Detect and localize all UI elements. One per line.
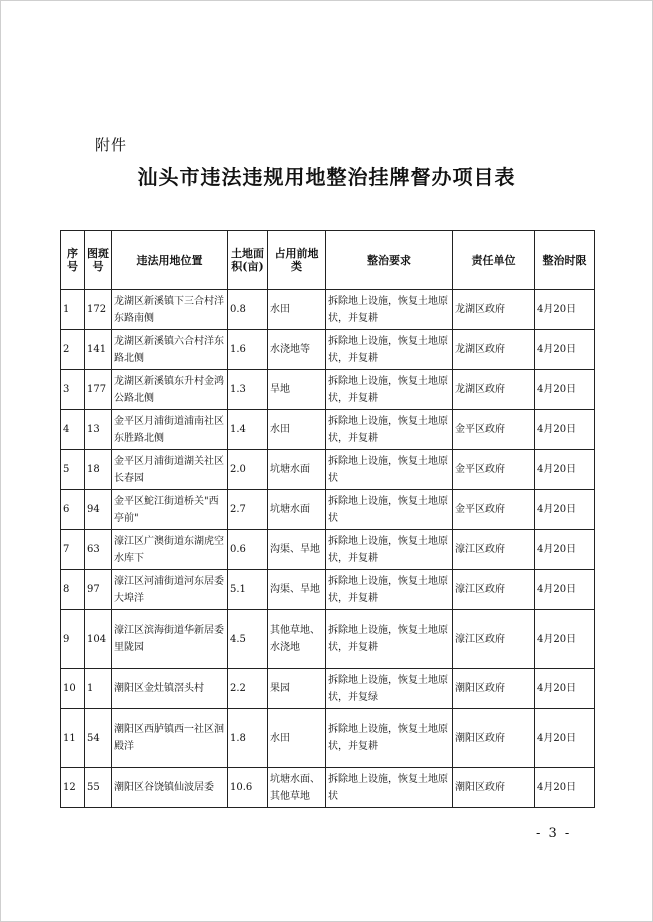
serial-number: 11	[61, 709, 85, 768]
requirement: 拆除地上设施，恢复土地原状	[326, 450, 453, 490]
deadline: 4月20日	[535, 410, 595, 450]
patch-number: 54	[85, 709, 112, 768]
location: 濠江区河浦街道河东居委大埠洋	[112, 570, 228, 610]
header-serial-number: 序号	[61, 231, 85, 290]
patch-number: 63	[85, 530, 112, 570]
land-type: 沟渠、旱地	[268, 570, 326, 610]
patch-number: 13	[85, 410, 112, 450]
land-type: 水田	[268, 410, 326, 450]
responsible-unit: 潮阳区政府	[453, 768, 535, 808]
land-area: 10.6	[228, 768, 268, 808]
patch-number: 18	[85, 450, 112, 490]
patch-number: 141	[85, 330, 112, 370]
serial-number: 12	[61, 768, 85, 808]
land-type: 坑塘水面	[268, 450, 326, 490]
serial-number: 10	[61, 669, 85, 709]
table-row	[61, 709, 595, 768]
table-row	[61, 450, 595, 490]
deadline: 4月20日	[535, 709, 595, 768]
header-responsible-unit: 责任单位	[453, 231, 535, 290]
header-location: 违法用地位置	[112, 231, 228, 290]
table-row	[61, 410, 595, 450]
land-area: 4.5	[228, 610, 268, 669]
serial-number: 5	[61, 450, 85, 490]
land-area: 0.8	[228, 290, 268, 330]
table-row	[61, 610, 595, 669]
land-area: 5.1	[228, 570, 268, 610]
responsible-unit: 潮阳区政府	[453, 669, 535, 709]
attachment-label: 附件	[95, 136, 128, 154]
location: 金平区月浦街道浦南社区东胜路北侧	[112, 410, 228, 450]
serial-number: 3	[61, 370, 85, 410]
requirement: 拆除地上设施，恢复土地原状，并复耕	[326, 610, 453, 669]
land-area: 1.8	[228, 709, 268, 768]
deadline: 4月20日	[535, 530, 595, 570]
land-area: 1.4	[228, 410, 268, 450]
serial-number: 1	[61, 290, 85, 330]
patch-number: 97	[85, 570, 112, 610]
deadline: 4月20日	[535, 669, 595, 709]
deadline: 4月20日	[535, 450, 595, 490]
header-patch-number: 图斑号	[85, 231, 112, 290]
responsible-unit: 龙湖区政府	[453, 370, 535, 410]
deadline: 4月20日	[535, 370, 595, 410]
serial-number: 4	[61, 410, 85, 450]
document-title: 汕头市违法违规用地整治挂牌督办项目表	[137, 165, 516, 189]
deadline: 4月20日	[535, 330, 595, 370]
land-type: 水田	[268, 709, 326, 768]
land-area: 2.2	[228, 669, 268, 709]
serial-number: 8	[61, 570, 85, 610]
table-row	[61, 530, 595, 570]
responsible-unit: 濠江区政府	[453, 610, 535, 669]
location: 潮阳区西胪镇西一社区洄殿洋	[112, 709, 228, 768]
requirement: 拆除地上设施，恢复土地原状，并复耕	[326, 370, 453, 410]
land-type: 果园	[268, 669, 326, 709]
page-number: - 3 -	[536, 826, 572, 841]
requirement: 拆除地上设施，恢复土地原状，并复耕	[326, 709, 453, 768]
patch-number: 104	[85, 610, 112, 669]
header-land-type: 占用前地类	[268, 231, 326, 290]
location: 潮阳区金灶镇滘头村	[112, 669, 228, 709]
deadline: 4月20日	[535, 290, 595, 330]
serial-number: 6	[61, 490, 85, 530]
land-type: 沟渠、旱地	[268, 530, 326, 570]
land-type: 坑塘水面、其他草地	[268, 768, 326, 808]
patch-number: 177	[85, 370, 112, 410]
table-row	[61, 330, 595, 370]
deadline: 4月20日	[535, 610, 595, 669]
header-deadline: 整治时限	[535, 231, 595, 290]
requirement: 拆除地上设施，恢复土地原状，并复绿	[326, 669, 453, 709]
land-area: 1.6	[228, 330, 268, 370]
location: 龙湖区新溪镇东升村金鸿公路北侧	[112, 370, 228, 410]
land-area: 2.0	[228, 450, 268, 490]
table-row	[61, 290, 595, 330]
land-area: 0.6	[228, 530, 268, 570]
patch-number: 172	[85, 290, 112, 330]
table-row	[61, 570, 595, 610]
location: 濠江区滨海街道华新居委里陇园	[112, 610, 228, 669]
patch-number: 94	[85, 490, 112, 530]
serial-number: 2	[61, 330, 85, 370]
deadline: 4月20日	[535, 768, 595, 808]
requirement: 拆除地上设施，恢复土地原状，并复耕	[326, 290, 453, 330]
land-area: 2.7	[228, 490, 268, 530]
requirement: 拆除地上设施，恢复土地原状，并复耕	[326, 530, 453, 570]
table-row	[61, 370, 595, 410]
responsible-unit: 濠江区政府	[453, 570, 535, 610]
location: 濠江区广澳街道东湖虎空水库下	[112, 530, 228, 570]
header-requirement: 整治要求	[326, 231, 453, 290]
serial-number: 7	[61, 530, 85, 570]
land-type: 其他草地、水浇地	[268, 610, 326, 669]
responsible-unit: 龙湖区政府	[453, 290, 535, 330]
land-type: 水田	[268, 290, 326, 330]
responsible-unit: 濠江区政府	[453, 530, 535, 570]
table-row	[61, 768, 595, 808]
land-type: 旱地	[268, 370, 326, 410]
responsible-unit: 金平区政府	[453, 450, 535, 490]
land-type: 坑塘水面	[268, 490, 326, 530]
location: 潮阳区谷饶镇仙波居委	[112, 768, 228, 808]
supervision-project-table	[60, 230, 595, 808]
table-row	[61, 490, 595, 530]
responsible-unit: 金平区政府	[453, 410, 535, 450]
deadline: 4月20日	[535, 490, 595, 530]
responsible-unit: 潮阳区政府	[453, 709, 535, 768]
patch-number: 1	[85, 669, 112, 709]
responsible-unit: 金平区政府	[453, 490, 535, 530]
location: 龙湖区新溪镇六合村洋东路北侧	[112, 330, 228, 370]
requirement: 拆除地上设施，恢复土地原状，并复耕	[326, 570, 453, 610]
header-land-area: 土地面积(亩)	[228, 231, 268, 290]
requirement: 拆除地上设施，恢复土地原状，并复耕	[326, 330, 453, 370]
location: 金平区鮀江街道桥关"西亭前"	[112, 490, 228, 530]
requirement: 拆除地上设施，恢复土地原状	[326, 490, 453, 530]
requirement: 拆除地上设施，恢复土地原状	[326, 768, 453, 808]
location: 金平区月浦街道湖关社区长春园	[112, 450, 228, 490]
deadline: 4月20日	[535, 570, 595, 610]
requirement: 拆除地上设施，恢复土地原状，并复耕	[326, 410, 453, 450]
patch-number: 55	[85, 768, 112, 808]
table-row	[61, 669, 595, 709]
land-type: 水浇地等	[268, 330, 326, 370]
serial-number: 9	[61, 610, 85, 669]
responsible-unit: 龙湖区政府	[453, 330, 535, 370]
land-area: 1.3	[228, 370, 268, 410]
location: 龙湖区新溪镇下三合村洋东路南侧	[112, 290, 228, 330]
